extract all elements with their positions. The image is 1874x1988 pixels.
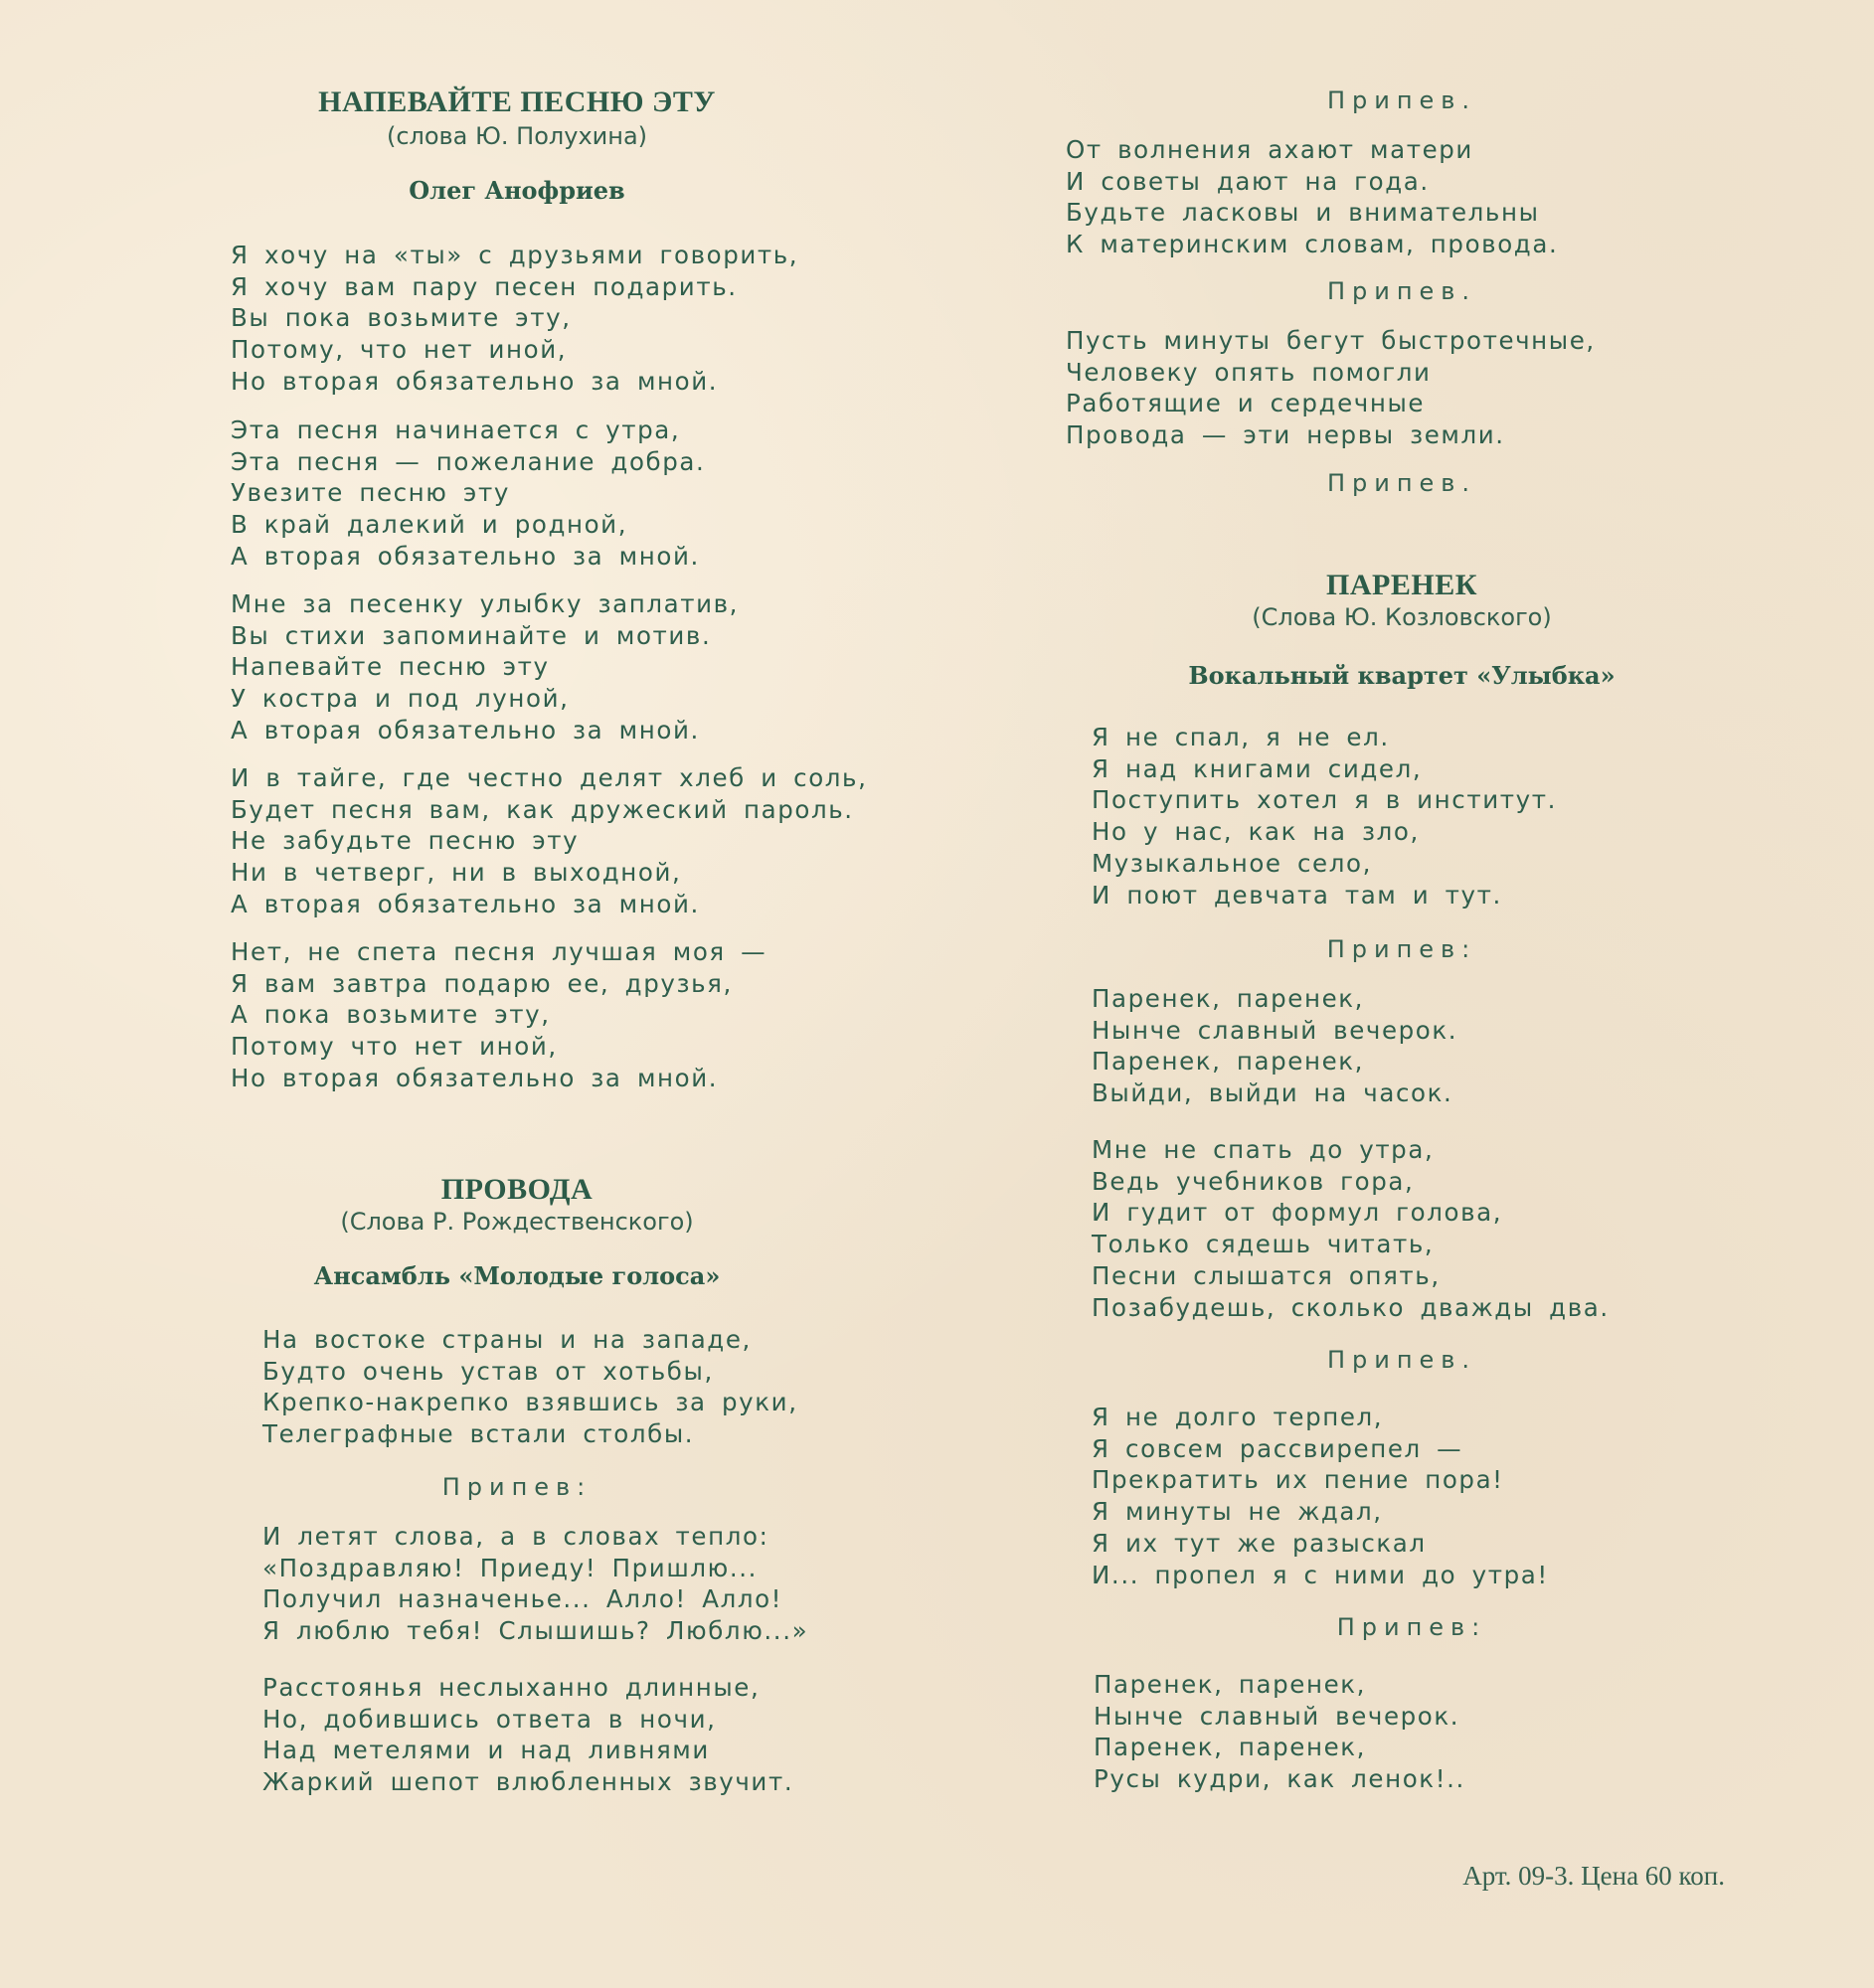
lyric-line: Мне не спать до утра, <box>1092 1135 1435 1164</box>
chorus-label: Припев. <box>1326 277 1477 305</box>
lyric-line: У костра и под луной, <box>231 684 570 714</box>
lyric-line: На востоке страны и на западе, <box>262 1325 752 1354</box>
lyric-line: Будьте ласковы и внимательны <box>1066 198 1540 228</box>
lyric-line: Вы стихи запоминайте и мотив. <box>231 620 712 650</box>
stanza <box>231 936 767 1094</box>
lyric-line: Ни в четверг, ни в выходной, <box>231 858 682 888</box>
stanza <box>1066 325 1596 451</box>
lyric-line: Получил назначенье... Алло! Алло! <box>262 1584 783 1614</box>
lyric-line: А вторая обязательно за мной. <box>231 541 700 571</box>
lyric-line: А вторая обязательно за мной. <box>231 715 700 745</box>
lyric-line: «Поздравляю! Приеду! Пришлю... <box>262 1553 758 1582</box>
stanza <box>231 240 798 398</box>
song-performer: Ансамбль «Молодые голоса» <box>313 1261 721 1290</box>
lyric-line: Только сядешь читать, <box>1092 1230 1435 1259</box>
lyric-line: И в тайге, где честно делят хлеб и соль, <box>231 763 868 792</box>
lyric-line: И советы дают на года. <box>1066 166 1430 196</box>
lyric-line: И гудит от формул голова, <box>1092 1198 1503 1228</box>
lyric-line: Телеграфные встали столбы. <box>262 1419 695 1449</box>
stanza <box>262 1521 808 1647</box>
lyric-line: Будто очень устав от хотьбы, <box>262 1356 714 1386</box>
stanza <box>1092 1134 1610 1323</box>
lyric-line: Я люблю тебя! Слышишь? Люблю...» <box>262 1616 809 1646</box>
stanza <box>1092 983 1457 1109</box>
stanza <box>1092 1402 1549 1590</box>
lyric-line: Вы пока возьмите эту, <box>231 303 572 333</box>
lyric-line: Увезите песню эту <box>231 478 510 508</box>
lyric-line: Напевайте песню эту <box>231 652 550 682</box>
lyric-line: Русы кудри, как ленок!.. <box>1094 1764 1465 1794</box>
lyric-line: И поют девчата там и тут. <box>1092 880 1502 910</box>
lyric-line: Я их тут же разыскал <box>1092 1528 1427 1558</box>
lyric-line: А пока возьмите эту, <box>231 1000 551 1030</box>
lyric-line: Жаркий шепот влюбленных звучит. <box>262 1767 794 1797</box>
lyric-line: Позабудешь, сколько дважды два. <box>1092 1292 1610 1322</box>
chorus-label: Припев. <box>1326 86 1477 114</box>
lyric-line: Человеку опять помогли <box>1066 357 1432 387</box>
lyric-line: Поступить хотел я в институт. <box>1092 785 1557 815</box>
lyric-line: Потому, что нет иной, <box>231 335 568 365</box>
lyric-line: Нынче славный вечерок. <box>1094 1701 1460 1731</box>
song-credit: (слова Ю. Полухина) <box>386 122 648 150</box>
stanza <box>231 762 867 920</box>
lyric-line: Эта песня начинается с утра, <box>231 415 681 444</box>
lyric-line: Прекратить их пение пора! <box>1092 1465 1504 1495</box>
lyric-line: Я не долго терпел, <box>1092 1403 1384 1431</box>
lyric-line: Я вам завтра подарю ее, друзья, <box>231 968 733 998</box>
lyric-line: Но, добившись ответа в ночи, <box>262 1704 717 1734</box>
song-title: НАПЕВАЙТЕ ПЕСНЮ ЭТУ <box>318 85 716 118</box>
stanza <box>231 588 739 746</box>
lyric-line: Но вторая обязательно за мной. <box>231 1063 719 1092</box>
song-title: ПРОВОДА <box>440 1173 594 1206</box>
price-footer: Арт. 09-3. Цена 60 коп. <box>1462 1861 1725 1891</box>
stanza <box>262 1672 793 1798</box>
lyric-line: И... пропел я с ними до утра! <box>1092 1560 1549 1589</box>
lyric-line: Песни слышатся опять, <box>1092 1260 1441 1290</box>
lyric-line: Эта песня — пожелание добра. <box>231 446 706 476</box>
song-performer: Вокальный квартет «Улыбка» <box>1188 661 1616 690</box>
lyric-line: Паренек, паренек, <box>1092 984 1365 1013</box>
lyric-line: Паренек, паренек, <box>1094 1670 1367 1699</box>
lyric-line: Я хочу на «ты» с друзьями говорить, <box>231 241 799 269</box>
lyric-line: Нет, не спета песня лучшая моя — <box>231 937 767 966</box>
lyric-line: Я не спал, я не ел. <box>1092 723 1390 751</box>
stanza <box>231 414 705 573</box>
lyric-line: Будет песня вам, как дружеский пароль. <box>231 794 854 824</box>
lyric-line: Мне за песенку улыбку заплатив, <box>231 589 740 618</box>
lyric-line: А вторая обязательно за мной. <box>231 889 700 918</box>
lyric-line: Я над книгами сидел, <box>1092 753 1423 783</box>
lyric-line: И летят слова, а в словах тепло: <box>262 1522 769 1551</box>
stanza <box>262 1324 798 1450</box>
lyric-line: К материнским словам, провода. <box>1066 230 1559 259</box>
lyric-line: Я совсем рассвирепел — <box>1092 1433 1463 1463</box>
chorus-label: Припев. <box>1326 469 1477 497</box>
lyric-line: В край далекий и родной, <box>231 510 628 540</box>
song-credit: (Слова Ю. Козловского) <box>1252 603 1552 631</box>
lyric-line: Потому что нет иной, <box>231 1032 558 1062</box>
lyric-line: Я минуты не ждал, <box>1092 1497 1383 1527</box>
lyric-line: Я хочу вам пару песен подарить. <box>231 271 738 301</box>
chorus-label: Припев. <box>1326 1346 1477 1374</box>
song-performer: Олег Анофриев <box>409 176 625 205</box>
lyric-line: Паренек, паренек, <box>1092 1047 1365 1077</box>
lyric-line: Нынче славный вечерок. <box>1092 1015 1458 1045</box>
lyric-line: Паренек, паренек, <box>1094 1733 1367 1762</box>
song-credit: (Слова Р. Рождественского) <box>340 1208 694 1236</box>
stanza <box>1066 134 1558 260</box>
lyric-line: Не забудьте песню эту <box>231 826 580 856</box>
song-title: ПАРЕНЕК <box>1326 569 1477 601</box>
lyric-line: Крепко-накрепко взявшись за руки, <box>262 1388 798 1417</box>
lyric-line: Музыкальное село, <box>1092 848 1372 878</box>
lyric-line: Выйди, выйди на часок. <box>1092 1078 1453 1108</box>
chorus-label: Припев: <box>1326 935 1477 963</box>
lyric-line: Ведь учебников гора, <box>1092 1166 1415 1196</box>
stanza <box>1092 722 1557 911</box>
lyric-line: Пусть минуты бегут быстротечные, <box>1066 326 1596 355</box>
lyric-line: От волнения ахают матери <box>1066 135 1473 164</box>
lyric-line: Работящие и сердечные <box>1066 389 1426 418</box>
lyric-line: Над метелями и над ливнями <box>262 1736 710 1765</box>
chorus-label: Припев: <box>441 1473 593 1501</box>
lyric-line: Провода — эти нервы земли. <box>1066 420 1505 450</box>
chorus-label: Припев: <box>1336 1613 1487 1641</box>
lyric-line: Расстоянья неслыханно длинные, <box>262 1673 761 1702</box>
lyric-line: Но вторая обязательно за мной. <box>231 366 719 396</box>
stanza <box>1094 1669 1465 1795</box>
lyric-line: Но у нас, как на зло, <box>1092 817 1420 847</box>
